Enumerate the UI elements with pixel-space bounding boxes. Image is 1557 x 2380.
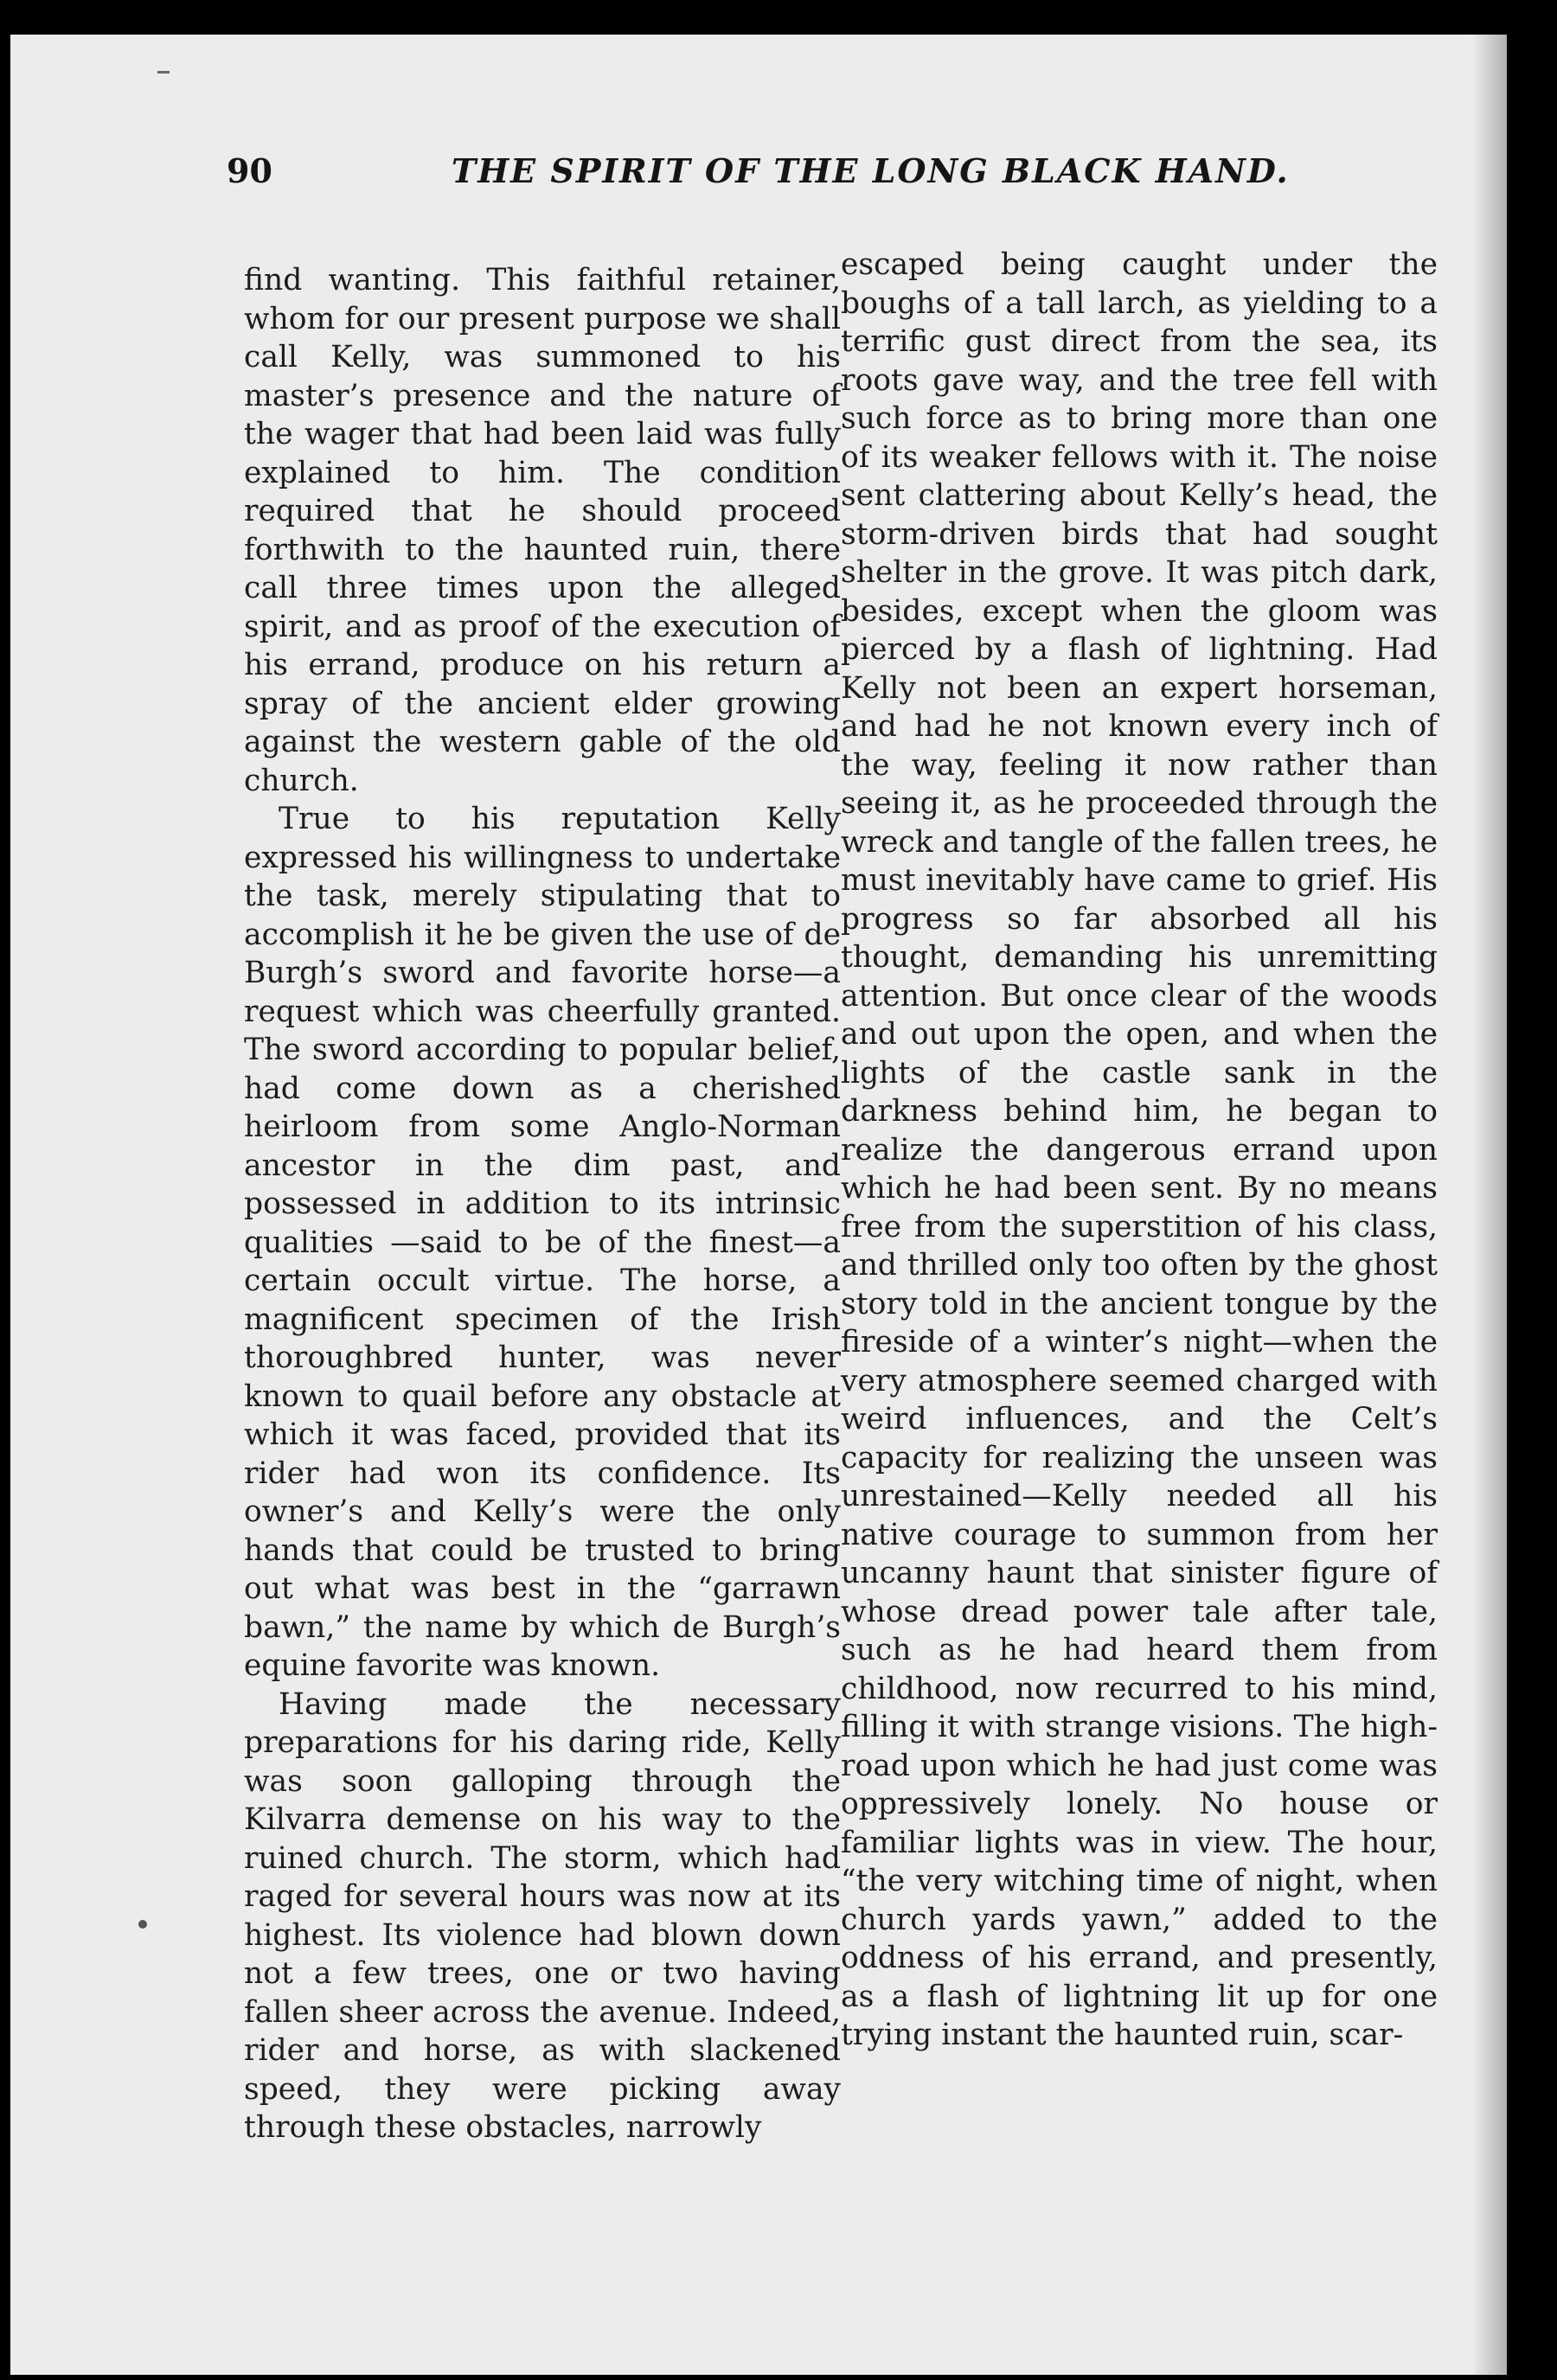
- margin-dot: [138, 1920, 147, 1929]
- right-column: [841, 246, 1438, 2055]
- paragraph: find wanting. This faithful retainer, whom for our present purpose we shall call Kelly, was summoned to his master’s presence and the nature of the wager that had been laid was fully explained to him. The condition required that he should proceed forthwith to the haunted ruin, there call three times upon the alleged spirit, and as proof of the execution of his errand, produce on his return a spray of the ancient elder growing against the western gable of the old church.: [244, 263, 841, 798]
- paragraph: Having made the necessary preparations for his daring ride, Kelly was soon galloping through the Kilvarra demense on his way to the ruined church. The storm, which had raged for several hours was now at its highest. Its violence had blown down not a few trees, one or two having fallen sheer across the avenue. Indeed, rider and horse, as with slackened speed, they were picking away through these obstacles, narrowly: [244, 1686, 841, 2145]
- left-column: [244, 261, 841, 2147]
- margin-mark: [157, 71, 170, 74]
- page-edge-shadow: [1472, 35, 1507, 2375]
- book-page: [10, 35, 1507, 2375]
- page-number: 90: [227, 151, 272, 190]
- paragraph: escaped being caught under the boughs of a tall larch, as yielding to a terrific gust direct from the sea, its roots gave way, and the tree fell with such force as to bring more than one of its weaker fellows with it. The noise sent clattering about Kelly’s head, the storm-driven birds that had sought shelter in the grove. It was pitch dark, besides, except when the gloom was pierced by a flash of lightning. Had Kelly not been an expert horseman, and had he not known every inch of the way, feeling it now rather than seeing it, as he proceeded through the wreck and tangle of the fallen trees, he must inevitably have came to grief. His progress so far absorbed all his thought, demanding his unremitting attention. But once clear of the woods and out upon the open, and when the lights of the castle sank in the darkness behind him, he began to realize the dangerous errand upon which he had been sent. By no means free from the superstition of his class, and thrilled only too often by the ghost story told in the ancient tongue by the fireside of a winter’s night—when the very atmosphere seemed charged with weird influences, and the Celt’s capacity for realizing the unseen was unrestained—Kelly needed all his native courage to summon from her uncanny haunt that sinister figure of whose dread power tale after tale, such as he had heard them from childhood, now recurred to his mind, filling it with strange visions. The high-road upon which he had just come was oppressively lonely. No house or familiar lights was in view. The hour, “the very witching time of night, when church yards yawn,” added to the oddness of his errand, and presently, as a flash of lightning lit up for one trying instant the haunted ruin, scar-: [841, 247, 1438, 2052]
- running-title: THE SPIRIT OF THE LONG BLACK HAND.: [452, 151, 1290, 190]
- page-header: [10, 151, 1507, 203]
- paragraph: True to his reputation Kelly expressed his willingness to undertake the task, merely stipulating that to accomplish it he be given the use of de Burgh’s sword and favorite horse—a request which was cheerfully granted. The sword according to popular belief, had come down as a cherished heirloom from some Anglo-Norman ancestor in the dim past, and possessed in addition to its intrinsic qualities —said to be of the finest—a certain occult virtue. The horse, a magnificent specimen of the Irish thoroughbred hunter, was never known to quail before any obstacle at which it was faced, provided that its rider had won its confidence. Its owner’s and Kelly’s were the only hands that could be trusted to bring out what was best in the “garrawn bawn,” the name by which de Burgh’s equine favorite was known.: [244, 802, 841, 1683]
